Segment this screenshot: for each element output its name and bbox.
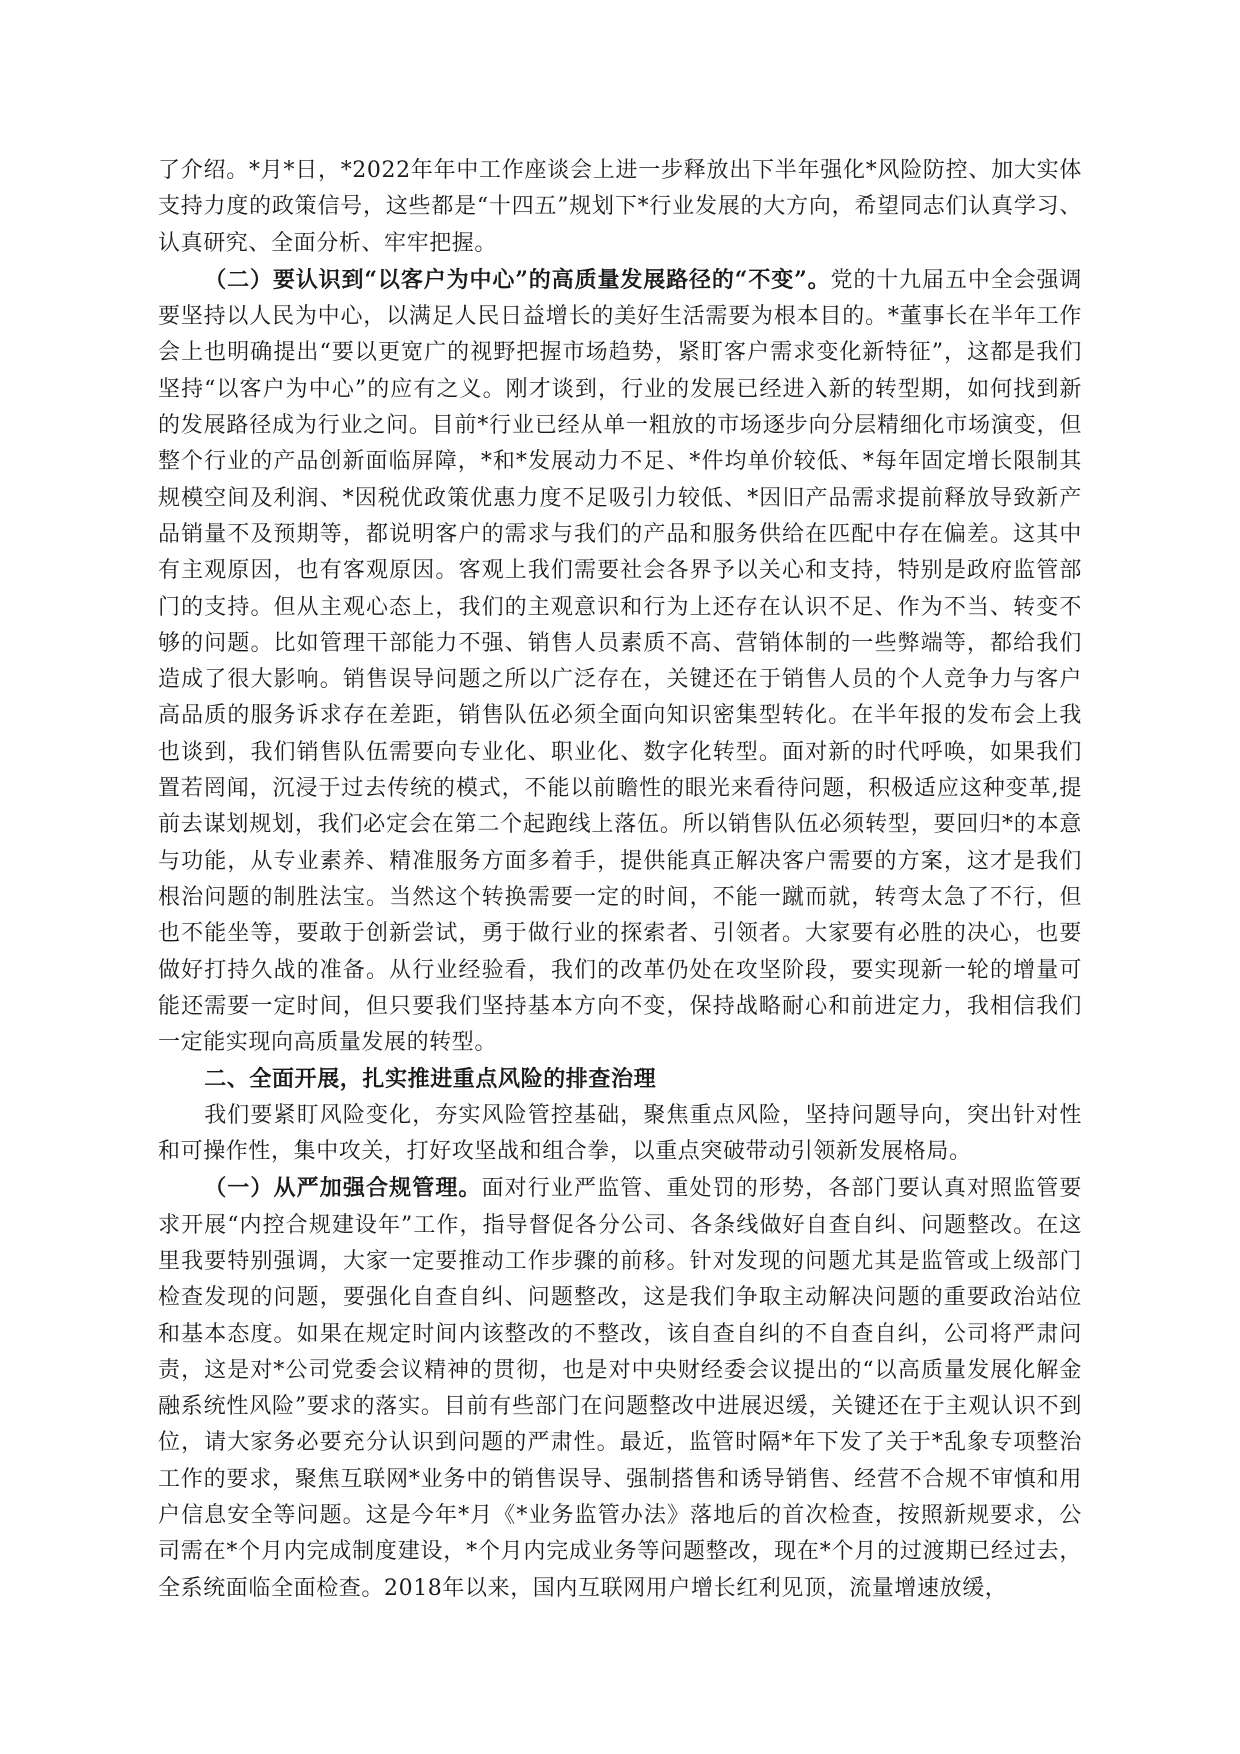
paragraph-customer-centric	[158, 262, 1082, 1062]
paragraph-body: 面对行业严监管、重处罚的形势，各部门要认真对照监管要求开展“内控合规建设年”工作，指导督促各分公司、各条线做好自查自纠、问题整改。在这里我要特别强调，大家一定要推动工作步骤的前移。针对发现的问题尤其是监管或上级部门检查发现的问题，要强化自查自纠、问题整改，这是我们争取主动解决问题的重要政治站位和基本态度。如果在规定时间内该整改的不整改，该自查自纠的不自查自纠，公司将严肃问责，这是对*公司党委会议精神的贯彻，也是对中央财经委会议提出的“以高质量发展化解金融系统性风险”要求的落实。目前有些部门在问题整改中进展迟缓，关键还在于主观认识不到位，请大家务必要充分认识到问题的严肃性。最近，监管时隔*年下发了关于*乱象专项整治工作的要求，聚焦互联网*业务中的销售误导、强制搭售和诱导销售、经营不合规不审慎和用户信息安全等问题。这是今年*月《*业务监管办法》落地后的首次检查，按照新规要求，公司需在*个月内完成制度建设，*个月内完成业务等问题整改，现在*个月的过渡期已经过去，全系统面临全面检查。2018年以来，国内互联网用户增长红利见顶，流量增速放缓，	[158, 1176, 1083, 1601]
paragraph-body: 党的十九届五中全会强调要坚持以人民为中心，以满足人民日益增长的美好生活需要为根本目的。*董事长在半年工作会上也明确提出“要以更宽广的视野把握市场趋势，紧盯客户需求变化新特征”，这都是我们坚持“以客户为中心”的应有之义。刚才谈到，行业的发展已经进入新的转型期，如何找到新的发展路径成为行业之问。目前*行业已经从单一粗放的市场逐步向分层精细化市场演变，但整个行业的产品创新面临屏障，*和*发展动力不足、*件均单价较低、*每年固定增长限制其规模空间及利润、*因税优政策优惠力度不足吸引力较低、*因旧产品需求提前释放导致新产品销量不及预期等，都说明客户的需求与我们的产品和服务供给在匹配中存在偏差。这其中有主观原因，也有客观原因。客观上我们需要社会各界予以关心和支持，特别是政府监管部门的支持。但从主观心态上，我们的主观意识和行为上还存在认识不足、作为不当、转变不够的问题。比如管理干部能力不强、销售人员素质不高、营销体制的一些弊端等，都给我们造成了很大影响。销售误导问题之所以广泛存在，关键还在于销售人员的个人竞争力与客户高品质的服务诉求存在差距，销售队伍必须全面向知识密集型转化。在半年报的发布会上我也谈到，我们销售队伍需要向专业化、职业化、数字化转型。面对新的时代呼唤，如果我们置若罔闻，沉浸于过去传统的模式，不能以前瞻性的眼光来看待问题，积极适应这种变革,提前去谋划规划，我们必定会在第二个起跑线上落伍。所以销售队伍必须转型，要回归*的本意与功能，从专业素养、精准服务方面多着手，提供能真正解决客户需要的方案，这才是我们根治问题的制胜法宝。当然这个转换需要一定的时间，不能一蹴而就，转弯太急了不行，但也不能坐等，要敢于创新尝试，勇于做行业的探索者、引领者。大家要有必胜的决心，也要做好打持久战的准备。从行业经验看，我们的改革仍处在攻坚阶段，要实现新一轮的增量可能还需要一定时间，但只要我们坚持基本方向不变，保持战略耐心和前进定力，我相信我们一定能实现向高质量发展的转型。	[158, 267, 1082, 1056]
paragraph-continuation: 了介绍。*月*日，*2022年年中工作座谈会上进一步释放出下半年强化*风险防控、加大实体支持力度的政策信号，这些都是“十四五”规划下*行业发展的大方向，希望同志们认真学习、认真研究、全面分析、牢牢把握。	[158, 158, 1082, 256]
document-body	[158, 153, 1082, 1607]
subsection-heading-2: （二）要认识到“以客户为中心”的高质量发展路径的“不变”。	[204, 266, 831, 293]
paragraph-compliance	[158, 1170, 1082, 1607]
subsection-heading-1: （一）从严加强合规管理。	[204, 1175, 482, 1202]
section-heading-2: 二、全面开展，扎实推进重点风险的排查治理	[204, 1066, 657, 1093]
paragraph-risk-intro: 我们要紧盯风险变化，夯实风险管控基础，聚焦重点风险，坚持问题导向，突出针对性和可操作性，集中攻关，打好攻坚战和组合拳，以重点突破带动引领新发展格局。	[158, 1102, 1082, 1165]
